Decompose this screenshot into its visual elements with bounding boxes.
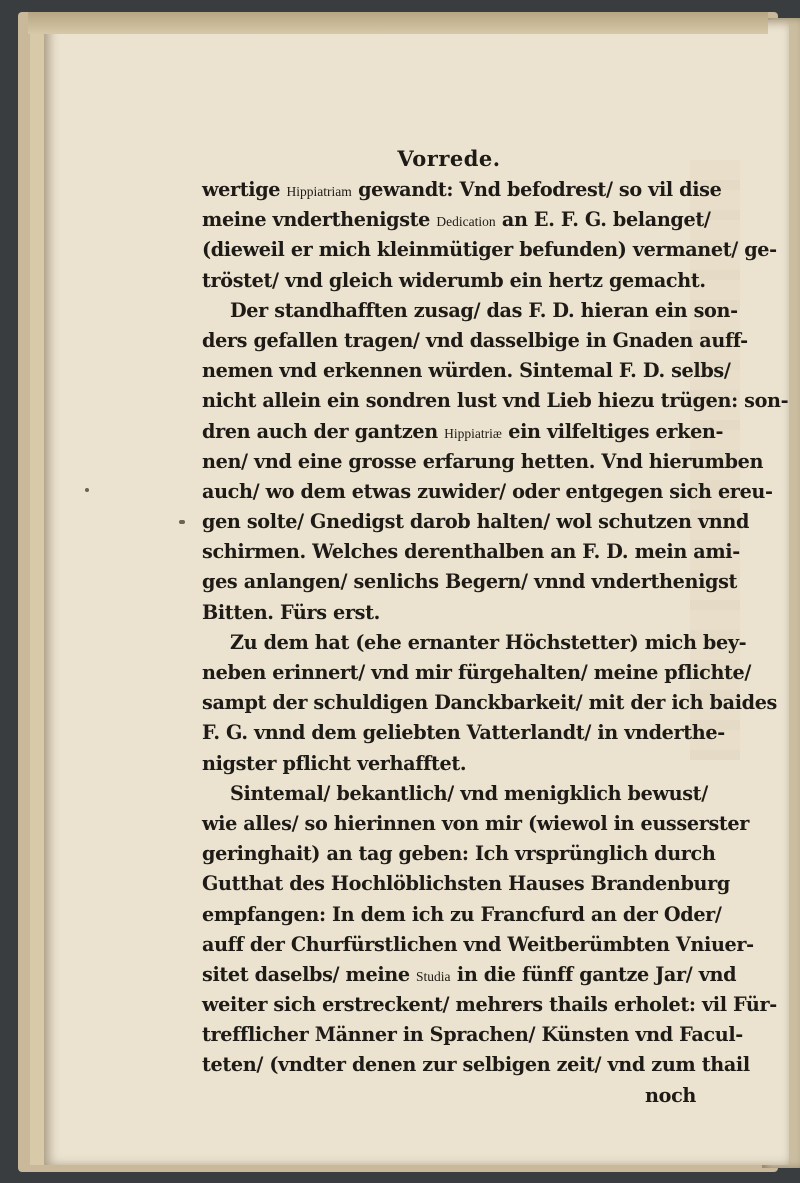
text-line bbox=[202, 296, 738, 326]
text-segment: an E. F. G. belanget/ bbox=[495, 208, 711, 232]
text-segment: meine vnderthenigste bbox=[202, 208, 437, 232]
text-line bbox=[202, 356, 731, 386]
text-line bbox=[202, 990, 777, 1020]
latin-word: Dedication bbox=[436, 214, 496, 230]
ink-speck bbox=[85, 488, 89, 492]
text-line bbox=[202, 869, 730, 899]
text-segment: dren auch der gantzen bbox=[202, 419, 445, 443]
text-line bbox=[202, 1020, 743, 1050]
text-segment: teten/ (vndter denen zur selbigen zeit/ vnd zum thail bbox=[202, 1053, 750, 1077]
text-segment: empfangen: In dem ich zu Francfurd an der Oder/ bbox=[202, 902, 722, 926]
text-segment: wie alles/ so hierinnen von mir (wiewol in eusserster bbox=[202, 811, 750, 835]
ink-speck bbox=[179, 520, 185, 524]
text-line bbox=[202, 507, 750, 537]
text-line bbox=[202, 477, 773, 507]
text-segment: sampt der schuldigen Danckbarkeit/ mit der ich baides bbox=[202, 691, 778, 715]
text-segment: sitet daselbs/ meine bbox=[202, 962, 417, 986]
text-line bbox=[202, 386, 789, 416]
text-segment: wertige bbox=[202, 178, 287, 201]
text-segment: nemen vnd erkennen würden. Sintemal F. D. selbs/ bbox=[202, 359, 731, 383]
text-line bbox=[202, 930, 754, 960]
text-segment: geringhait) an tag geben: Ich vrsprünglich durch bbox=[202, 842, 716, 866]
text-segment: Gutthat des Hochlöblichsten Hauses Brandenburg bbox=[202, 872, 730, 896]
body-text bbox=[202, 175, 789, 1111]
text-segment: gewandt: Vnd befodrest/ so vil dise bbox=[351, 178, 722, 201]
text-segment: Zu dem hat (ehe ernanter Höchstetter) mich bey- bbox=[230, 630, 747, 654]
text-line bbox=[202, 658, 752, 688]
text-line bbox=[202, 326, 748, 356]
text-line bbox=[202, 688, 778, 718]
text-line bbox=[202, 1050, 750, 1080]
text-line bbox=[202, 417, 724, 447]
text-segment: auch/ wo dem etwas zuwider/ oder entgegen sich ereu- bbox=[202, 479, 773, 503]
text-segment: (dieweil er mich kleinmütiger befunden) vermanet/ ge- bbox=[202, 238, 777, 262]
text-segment: Sintemal/ bekantlich/ vnd menigklich bewust/ bbox=[230, 781, 708, 805]
latin-word: Hippiatriæ bbox=[444, 425, 502, 441]
text-segment: in die fünff gantze Jar/ vnd bbox=[450, 962, 737, 986]
text-segment: F. G. vnnd dem geliebten Vatterlandt/ in vnderthe- bbox=[202, 721, 725, 745]
text-segment: noch bbox=[645, 1083, 696, 1107]
text-line bbox=[202, 537, 740, 567]
text-segment: Bitten. Fürs erst. bbox=[202, 600, 380, 624]
text-segment: ein vilfeltiges erken- bbox=[501, 419, 724, 443]
text-line bbox=[202, 628, 747, 658]
page-top-edge bbox=[28, 12, 768, 34]
text-line bbox=[202, 205, 711, 235]
text-segment: auff der Churfürstlichen vnd Weitberümbten Vniuer- bbox=[202, 932, 754, 956]
text-segment: ders gefallen tragen/ vnd dasselbige in Gnaden auff- bbox=[202, 328, 748, 352]
text-line bbox=[202, 900, 722, 930]
text-segment: ges anlangen/ senlichs Begern/ vnnd vnderthenigst bbox=[202, 570, 738, 594]
latin-word: Hippiatriam bbox=[286, 184, 352, 199]
text-segment: nicht allein ein sondren lust vnd Lieb hiezu trügen: son- bbox=[202, 389, 789, 413]
text-segment: weiter sich erstreckent/ mehrers thails erholet: vil Für- bbox=[202, 993, 777, 1017]
text-line bbox=[202, 235, 777, 265]
text-segment: tröstet/ vnd gleich widerumb ein hertz gemacht. bbox=[202, 268, 706, 292]
text-segment: nen/ vnd eine grosse erfarung hetten. Vnd hierumben bbox=[202, 449, 764, 473]
text-segment: neben erinnert/ vnd mir fürgehalten/ meine pflichte/ bbox=[202, 661, 752, 684]
latin-word: Studia bbox=[416, 968, 451, 984]
text-segment: nigster pflicht verhafftet. bbox=[202, 751, 467, 775]
text-line bbox=[202, 779, 708, 809]
running-head: Vorrede. bbox=[397, 146, 501, 171]
text-line bbox=[202, 175, 722, 205]
text-line bbox=[202, 266, 706, 296]
text-line bbox=[202, 718, 725, 748]
text-line bbox=[202, 567, 738, 597]
text-block bbox=[202, 145, 789, 1111]
text-line bbox=[202, 960, 737, 990]
text-line bbox=[202, 598, 696, 628]
text-segment: gen solte/ Gnedigst darob halten/ wol schutzen vnnd bbox=[202, 510, 750, 534]
text-line bbox=[202, 839, 716, 869]
text-line bbox=[202, 749, 696, 779]
text-segment: schirmen. Welches derenthalben an F. D. mein ami- bbox=[202, 540, 740, 564]
text-line bbox=[202, 1081, 696, 1111]
text-line bbox=[202, 809, 750, 839]
text-segment: trefflicher Männer in Sprachen/ Künsten vnd Facul- bbox=[202, 1023, 743, 1047]
text-segment: Der standhafften zusag/ das F. D. hieran ein son- bbox=[230, 298, 738, 322]
text-line bbox=[202, 447, 764, 477]
